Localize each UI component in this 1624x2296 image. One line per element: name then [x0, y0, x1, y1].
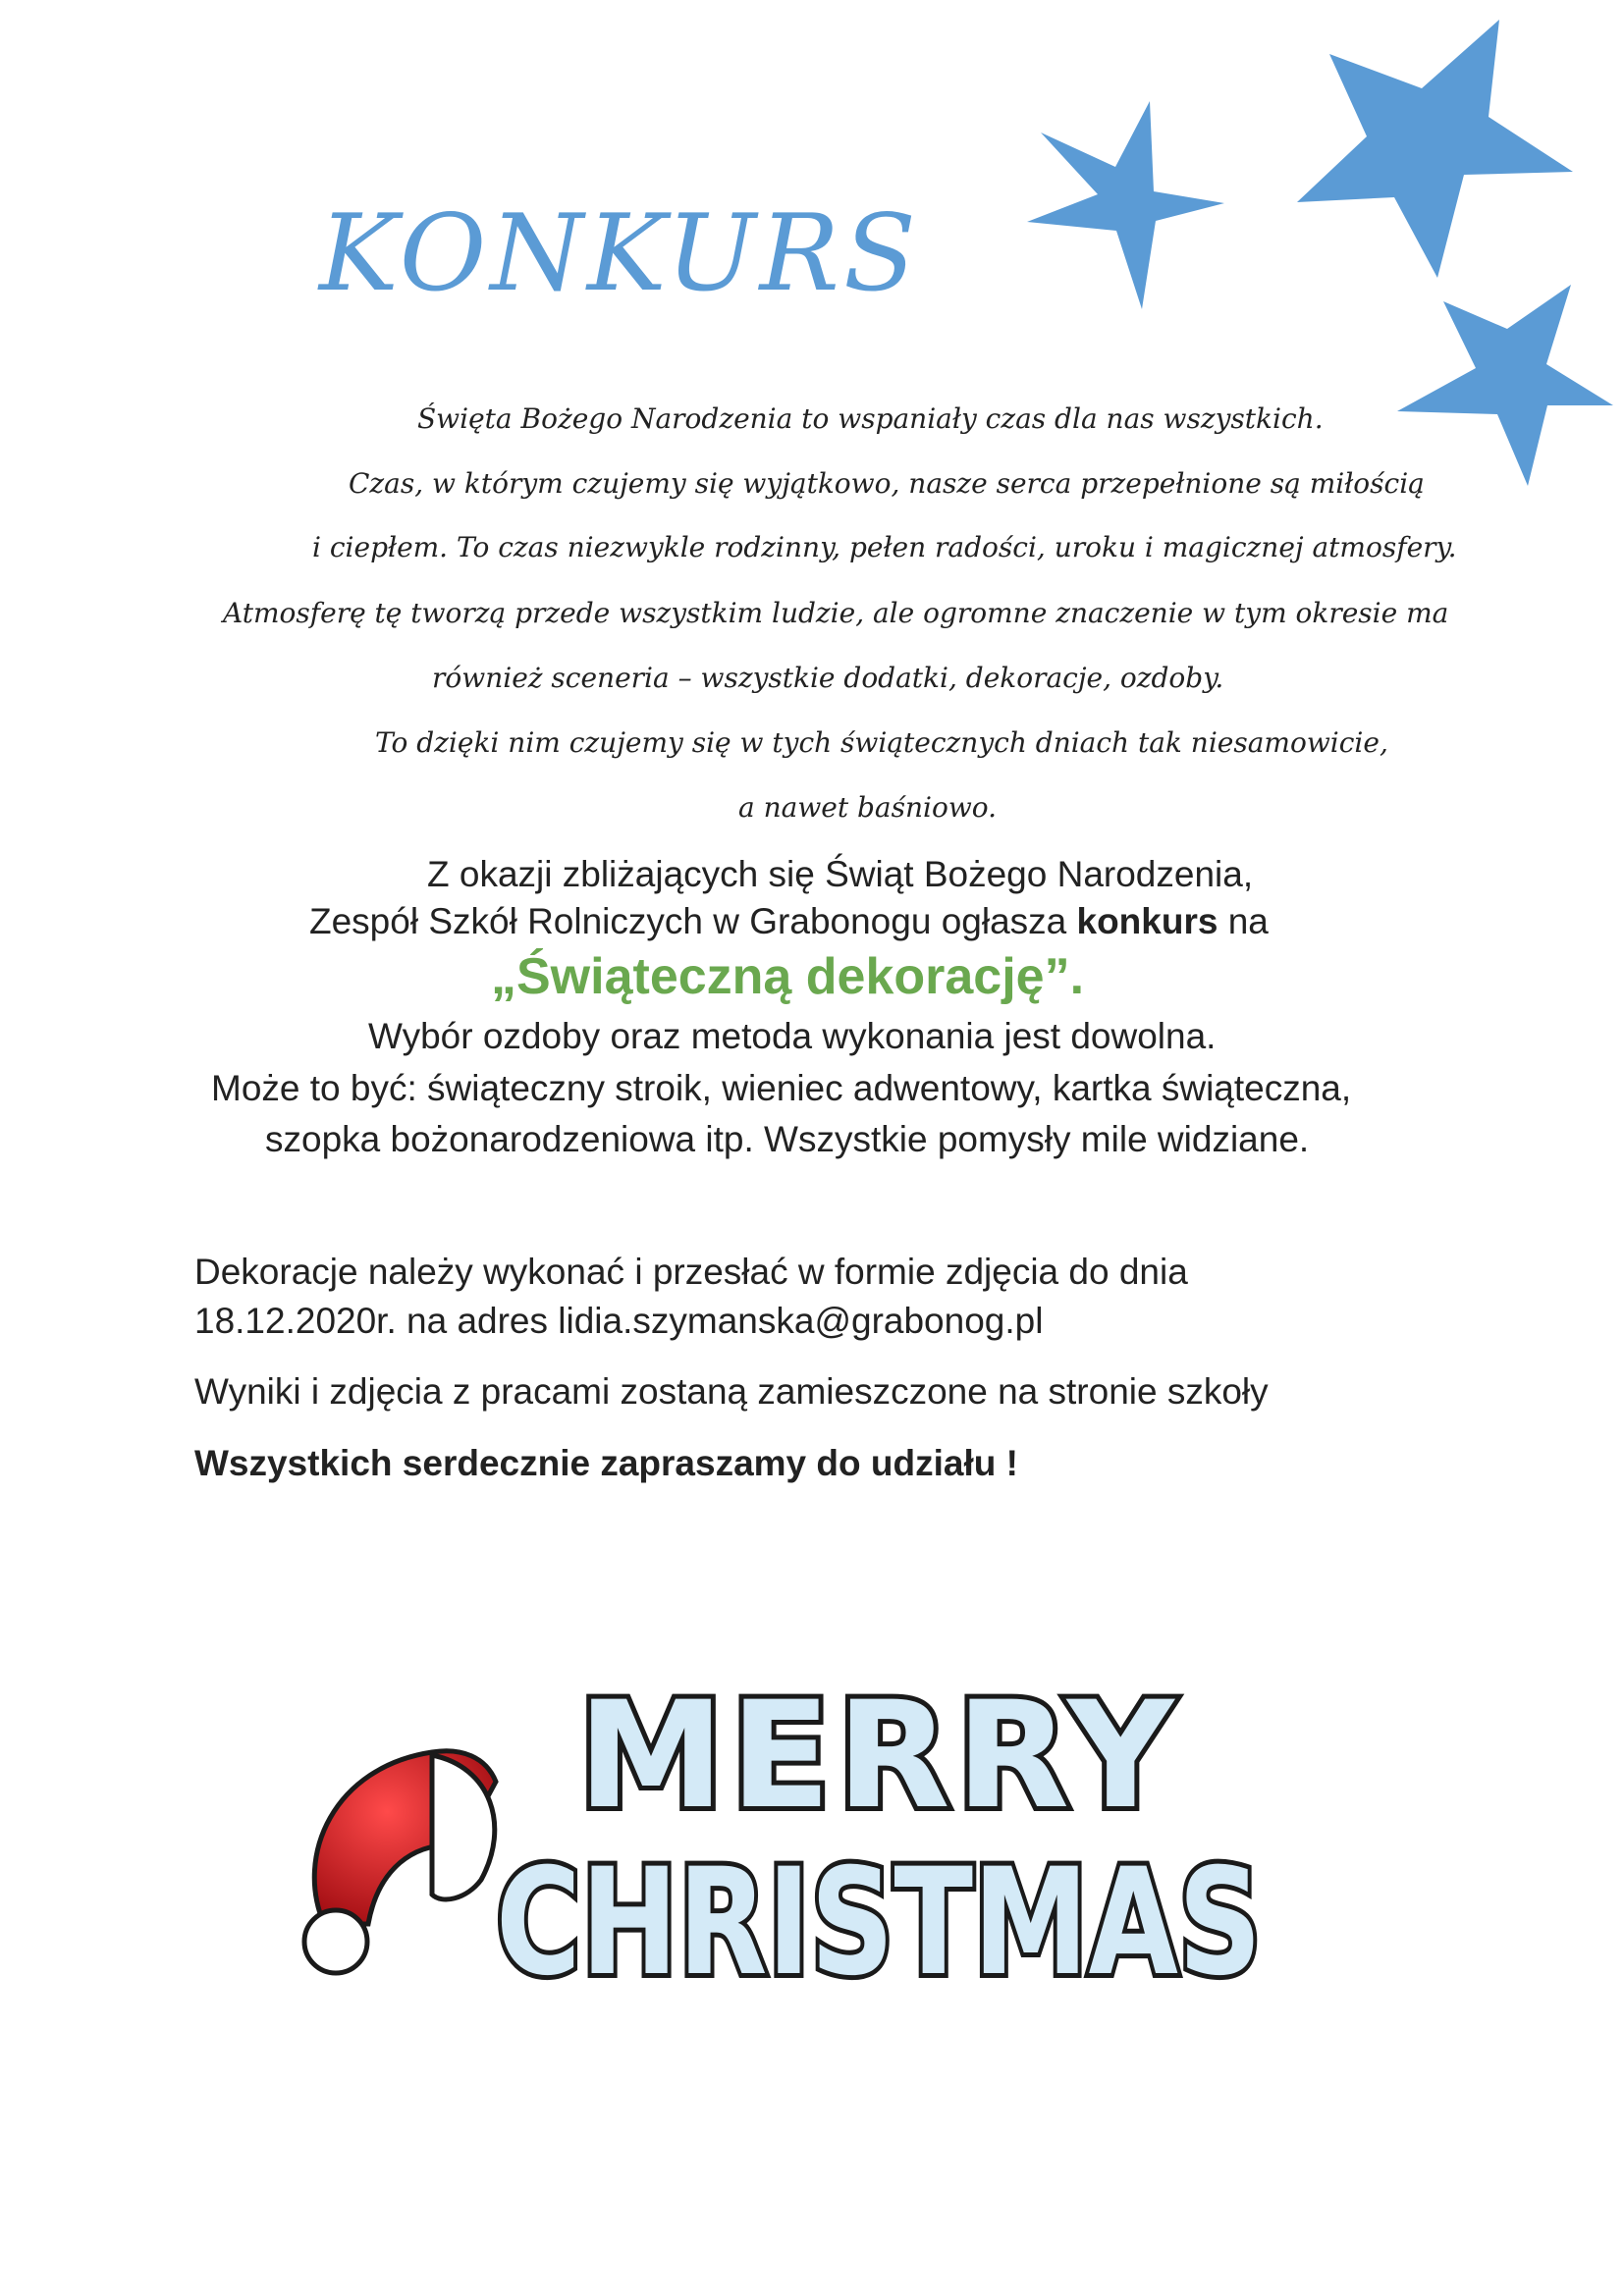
announcement-text: Zespół Szkół Rolniczych w Grabonogu ogłasza [309, 901, 1077, 941]
page-title: KONKURS [319, 192, 920, 315]
star-icon [1297, 20, 1573, 278]
star-icon [1027, 101, 1224, 309]
merry-christmas-graphic [285, 1629, 1316, 2022]
announcement-line: szopka bożonarodzeniowa itp. Wszystkie pomysły mile widziane. [265, 1119, 1310, 1159]
announcement-line [309, 901, 1269, 942]
intro-line: również sceneria – wszystkie dodatki, dekoracje, ozdoby. [432, 662, 1224, 694]
contest-keyword: konkurs [1076, 901, 1218, 941]
intro-line: Święta Bożego Narodzenia to wspaniały czas dla nas wszystkich. [417, 402, 1324, 435]
intro-line: Atmosferę tę tworzą przede wszystkim ludzie, ale ogromne znaczenie w tym okresie ma [223, 597, 1449, 629]
santa-hat-icon [304, 1751, 496, 1973]
intro-line: a nawet baśniowo. [738, 791, 998, 824]
announcement-line: Z okazji zbliżających się Świąt Bożego Narodzenia, [427, 854, 1254, 894]
intro-line: To dzięki nim czujemy się w tych świątecznych dniach tak niesamowicie, [375, 726, 1388, 759]
announcement-line: Wybór ozdoby oraz metoda wykonania jest dowolna. [368, 1016, 1217, 1056]
intro-line: Czas, w którym czujemy się wyjątkowo, nasze serca przepełnione są miłością [349, 467, 1425, 500]
announcement-text: na [1218, 901, 1269, 941]
christmas-text: CHRISTMAS [496, 1838, 1262, 2008]
star-icon [1397, 285, 1613, 486]
contest-name: „Świąteczną dekorację”. [491, 948, 1085, 1005]
intro-line: i ciepłem. To czas niezwykle rodzinny, pełen radości, uroku i magicznej atmosfery. [312, 531, 1457, 563]
deadline-line: Dekoracje należy wykonać i przesłać w formie zdjęcia do dnia [194, 1252, 1188, 1292]
results-info: Wyniki i zdjęcia z pracami zostaną zamieszczone na stronie szkoły [194, 1371, 1269, 1412]
deadline-line: 18.12.2020r. na adres lidia.szymanska@grabonog.pl [194, 1301, 1044, 1341]
invitation-text: Wszystkich serdecznie zapraszamy do udziału ! [194, 1443, 1018, 1483]
merry-text: MERRY [577, 1671, 1180, 1842]
announcement-line: Może to być: świąteczny stroik, wieniec adwentowy, kartka świąteczna, [211, 1068, 1352, 1108]
